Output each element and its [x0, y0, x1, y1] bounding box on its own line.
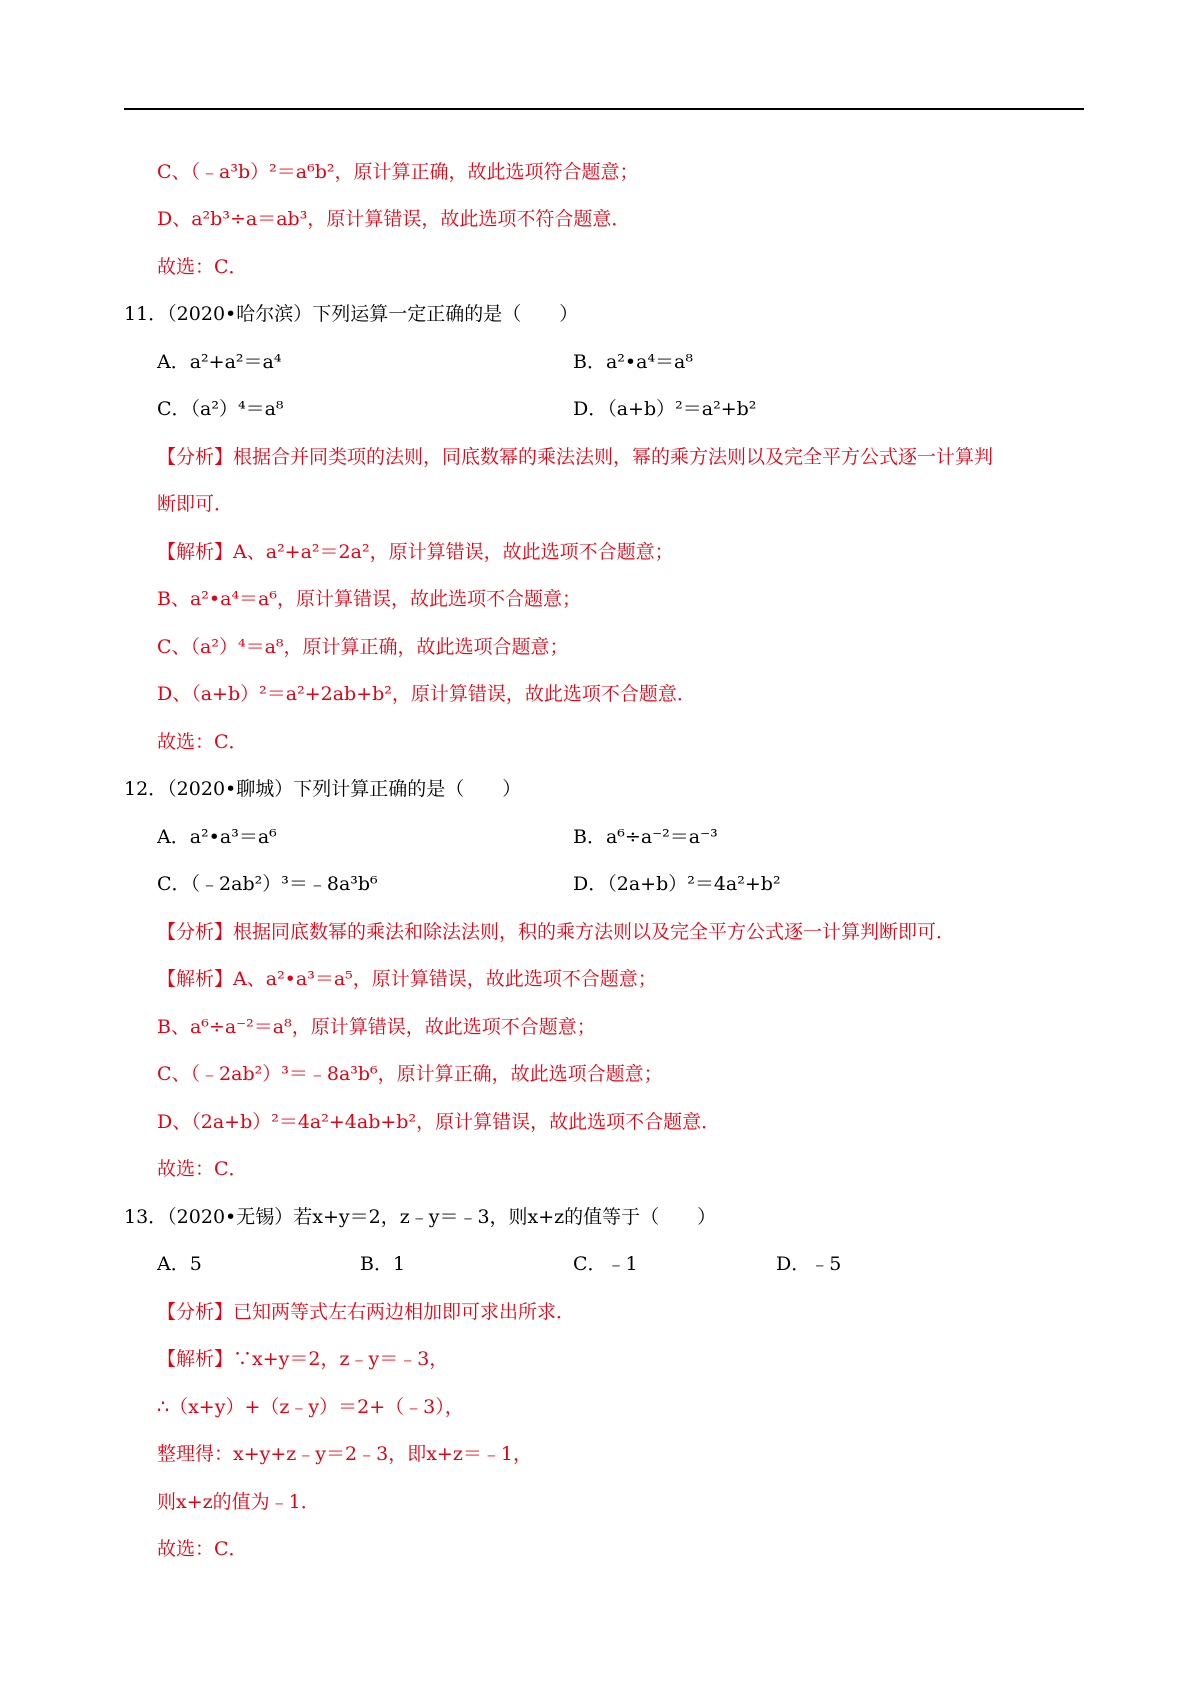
q11-answer: 故选：C．	[157, 731, 248, 753]
analysis-tag: 【分析】	[157, 1301, 234, 1323]
q12-solution-b: B、a⁶÷a⁻²＝a⁸，原计算错误，故此选项不合题意；	[157, 1016, 596, 1038]
q12-solution-d: D、（2a+b）²＝4a²+4ab+b²，原计算错误，故此选项不合题意．	[157, 1111, 721, 1133]
q13-solution-1: 【解析】∵x+y＝2，z﹣y＝﹣3，	[157, 1348, 449, 1370]
q12-analysis: 【分析】根据同底数幂的乘法和除法法则，积的乘方法则以及完全平方公式逐一计算判断即可．	[157, 921, 956, 943]
q12-option-d: D．（2a+b）²＝4a²+b²	[573, 873, 781, 895]
q11-solution-d: D、（a+b）²＝a²+2ab+b²，原计算错误，故此选项不合题意．	[157, 683, 696, 705]
q12-option-c: C．（﹣2ab²）³＝﹣8a³b⁶	[157, 873, 378, 895]
q11-solution-a: 【解析】A、a²+a²＝2a²，原计算错误，故此选项不合题意；	[157, 541, 674, 563]
q12-option-a: A．a²•a³＝a⁶	[157, 826, 277, 848]
prev-answer: 故选：C．	[157, 256, 248, 278]
analysis-tag: 【分析】	[157, 446, 234, 468]
q11-solution-b: B、a²•a⁴＝a⁶，原计算错误，故此选项不合题意；	[157, 588, 582, 610]
analysis-tag: 【分析】	[157, 921, 234, 943]
q11-stem: 11．（2020•哈尔滨）下列运算一定正确的是（ ）	[124, 303, 579, 325]
q12-solution-c: C、（﹣2ab²）³＝﹣8a³b⁶，原计算正确，故此选项合题意；	[157, 1063, 663, 1085]
q13-stem: 13．（2020•无锡）若x+y＝2，z﹣y＝﹣3，则x+z的值等于（ ）	[124, 1206, 717, 1228]
q11-analysis-cont: 断即可．	[157, 493, 234, 515]
q13-solution-3: 整理得：x+y+z﹣y＝2﹣3，即x+z＝﹣1，	[157, 1443, 532, 1465]
q13-answer: 故选：C．	[157, 1538, 248, 1560]
q13-solution-4: 则x+z的值为﹣1．	[157, 1491, 320, 1513]
q13-solution-2: ∴（x+y）+（z﹣y）＝2+（﹣3），	[157, 1396, 464, 1418]
q11-option-b: B．a²•a⁴＝a⁸	[573, 351, 694, 373]
prev-solution-d: D、a²b³÷a＝ab³，原计算错误，故此选项不符合题意．	[157, 208, 631, 230]
header-rule	[124, 108, 1084, 110]
q13-option-d: D．﹣5	[776, 1253, 842, 1275]
q11-analysis: 【分析】根据合并同类项的法则，同底数幂的乘法法则，幂的乘方法则以及完全平方公式逐一计算判	[157, 446, 994, 468]
q11-option-d: D．（a+b）²＝a²+b²	[573, 398, 757, 420]
q13-option-b: B．1	[360, 1253, 406, 1275]
q11-solution-c: C、（a²）⁴＝a⁸，原计算正确，故此选项合题意；	[157, 636, 569, 658]
solution-tag: 【解析】	[157, 541, 234, 563]
q12-option-b: B．a⁶÷a⁻²＝a⁻³	[573, 826, 718, 848]
q12-solution-a: 【解析】A、a²•a³＝a⁵，原计算错误，故此选项不合题意；	[157, 968, 657, 990]
solution-tag: 【解析】	[157, 1348, 234, 1370]
solution-tag: 【解析】	[157, 968, 234, 990]
q11-option-a: A．a²+a²＝a⁴	[157, 351, 282, 373]
q11-option-c: C．（a²）⁴＝a⁸	[157, 398, 284, 420]
q13-option-a: A．5	[157, 1253, 202, 1275]
prev-solution-c: C、（﹣a³b）²＝a⁶b²，原计算正确，故此选项符合题意；	[157, 161, 639, 183]
q13-analysis: 【分析】已知两等式左右两边相加即可求出所求．	[157, 1301, 576, 1323]
q13-option-c: C．﹣1	[573, 1253, 638, 1275]
q12-stem: 12．（2020•聊城）下列计算正确的是（ ）	[124, 778, 522, 800]
q12-answer: 故选：C．	[157, 1158, 248, 1180]
